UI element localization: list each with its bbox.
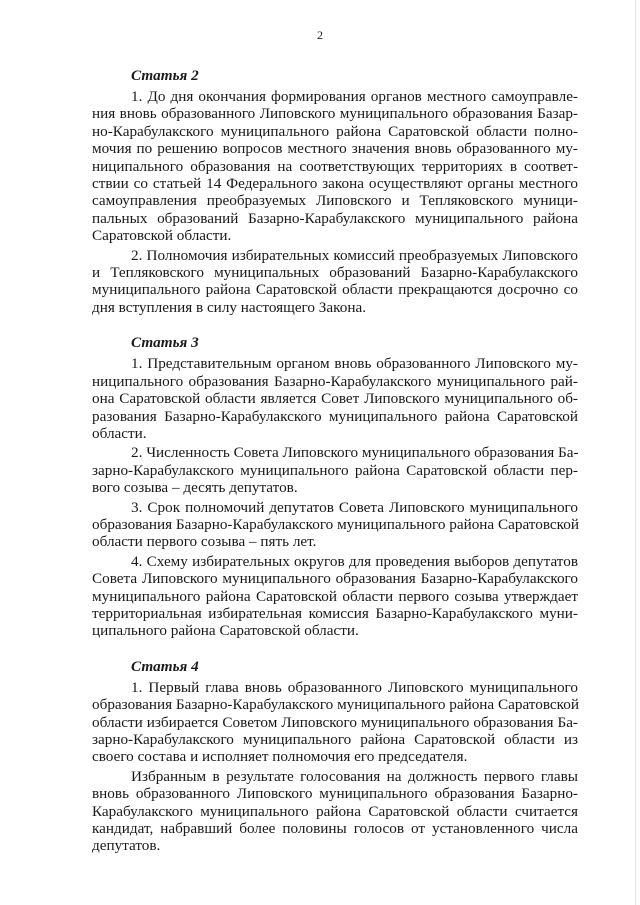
text-line: муниципального района Саратовской области первого созыва утверждает [92,587,578,605]
paragraph [92,444,578,496]
paragraph [92,355,578,442]
text-line: зарно-Карабулакского муниципального района Саратовской области пер- [92,461,578,479]
article [92,657,578,855]
text-line: 2. Численность Совета Липовского муниципального образования Ба- [131,444,579,462]
text-line: территориальная избирательная комиссия Базарно-Карабулакского муни- [92,604,578,622]
paragraph [92,499,578,551]
paragraph [92,553,578,640]
text-line: образования Базарно-Карабулакского муниципального района Саратовской [92,515,579,533]
article [92,66,578,316]
text-line: Избранным в результате голосования на должность первого главы [131,767,578,785]
text-line: самоуправления преобразуемых Липовского и Тепляковского муници- [92,192,578,210]
text-line: ципального района Саратовской области. [92,622,359,640]
paragraph [92,768,578,855]
paragraph [92,247,578,317]
article-title: Статья 3 [131,334,199,352]
text-line: она Саратовской области является Совет Липовского муниципального об- [92,390,578,408]
text-line: кандидат, набравший более половины голосов от установленного числа [92,820,578,838]
paragraph [92,679,578,766]
text-line: ствии со статьей 14 Федерального закона осуществляют органы местного [92,175,578,193]
scan-edge [635,0,636,905]
text-line: пальных образований Базарно-Карабулакского муниципального района [92,209,578,227]
text-line: разования Базарно-Карабулакского муниципального района Саратовской [92,407,578,425]
text-line: 2. Полномочия избирательных комиссий преобразуемых Липовского [131,246,578,264]
text-line: и Тепляковского муниципальных образований Базарно-Карабулакского [92,264,578,282]
text-line: 3. Срок полномочий депутатов Совета Липовского муниципального [131,498,578,516]
page-number: 2 [317,28,323,42]
text-line: 1. До дня окончания формирования органов местного самоуправле- [131,88,578,105]
text-line: 1. Представительным органом вновь образованного Липовского му- [131,355,578,373]
text-line: 4. Схему избирательных округов для проведения выборов депутатов [131,552,578,570]
text-line: зарно-Карабулакского муниципального района Саратовской области из [92,731,578,748]
text-line: депутатов. [92,837,161,855]
text-line: Саратовской области. [92,227,232,245]
text-line: своего состава и исполняет полномочия его председателя. [92,748,468,766]
article [92,333,578,640]
article-title: Статья 4 [131,657,199,675]
text-line: муниципального района Саратовской области прекращаются досрочно со [92,281,578,299]
text-line: области. [92,424,147,442]
text-line: области избирается Советом Липовского муниципального образования Ба- [92,713,578,731]
text-line: ниципального образования на соответствующих территориях в соответ- [92,157,578,175]
text-line: области первого созыва – пять лет. [92,533,317,551]
text-line: ния вновь образованного Липовского муниципального образования Базар- [92,105,578,123]
text-line: Совета Липовского муниципального образования Базарно-Карабулакского [92,570,578,588]
text-line: но-Карабулакского муниципального района Саратовской области полно- [92,122,578,140]
document-body [92,66,578,872]
text-line: 1. Первый глава вновь образованного Липовского муниципального [131,678,578,696]
text-line: образования Базарно-Карабулакского муниципального района Саратовской [92,696,579,714]
text-line: вого созыва – десять депутатов. [92,479,298,497]
text-line: дня вступления в силу настоящего Закона. [92,298,367,316]
text-line: ниципального образования Базарно-Карабулакского муниципального рай- [92,372,578,390]
text-line: мочия по решению вопросов местного значения вновь образованного му- [92,140,578,158]
article-title: Статья 2 [131,67,199,84]
text-line: Карабулакского муниципального района Саратовской области считается [92,802,578,820]
paragraph [92,88,578,245]
text-line: вновь образованного Липовского муниципального образования Базарно- [92,785,578,803]
